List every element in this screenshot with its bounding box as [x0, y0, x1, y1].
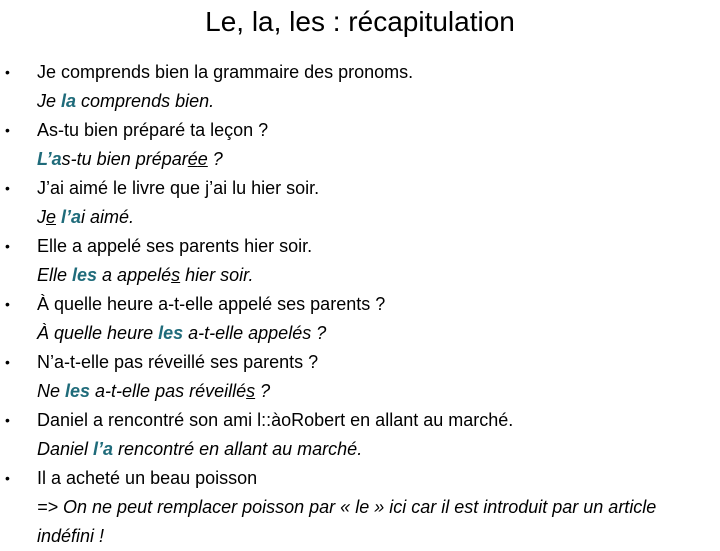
example-text: À quelle heure: [37, 323, 159, 343]
sentence: J’ai aimé le livre que j’ai lu hier soir.: [37, 178, 320, 198]
example: [37, 261, 720, 290]
underlined-letter: e: [46, 207, 57, 227]
example-text: comprends bien.: [76, 91, 215, 111]
agreement-ending: e: [197, 149, 208, 169]
sentence: Elle a appelé ses parents hier soir.: [37, 236, 313, 256]
example: [37, 435, 720, 464]
agreement-ending: s: [246, 381, 256, 401]
recap-list: [0, 58, 720, 551]
sentence: Je comprends bien la grammaire des pronoms.: [37, 62, 414, 82]
example-text: a appelé: [97, 265, 172, 285]
pronoun-highlight: l’a: [61, 207, 82, 227]
bullet-icon: •: [5, 122, 10, 138]
example-text: hier soir.: [180, 265, 254, 285]
list-item: [0, 406, 720, 464]
agreement-underline: é: [187, 149, 198, 169]
example-text: a-t-elle appelés ?: [183, 323, 327, 343]
example-text: Ne: [37, 381, 66, 401]
bullet-icon: •: [5, 180, 10, 196]
bullet-icon: •: [5, 296, 10, 312]
list-item: [0, 232, 720, 290]
list-item: [0, 290, 720, 348]
sentence: N’a-t-elle pas réveillé ses parents ?: [37, 352, 319, 372]
sentence: Daniel a rencontré son ami l::àoRobert en allant au marché.: [37, 410, 514, 430]
bullet-icon: •: [5, 238, 10, 254]
example-text: J: [37, 207, 46, 227]
example-text: ?: [207, 149, 223, 169]
list-item: [0, 174, 720, 232]
sentence: As-tu bien préparé ta leçon ?: [37, 120, 269, 140]
bullet-icon: •: [5, 64, 10, 80]
bullet-icon: •: [5, 412, 10, 428]
pronoun-highlight: la: [61, 91, 77, 111]
sentence: À quelle heure a-t-elle appelé ses parents ?: [37, 294, 386, 314]
example: [37, 319, 720, 348]
sentence: Il a acheté un beau poisson: [37, 468, 258, 488]
example-text: Je: [37, 91, 62, 111]
list-item: [0, 348, 720, 406]
pronoun-highlight: L’a: [37, 149, 62, 169]
example-text: Elle: [37, 265, 73, 285]
example-text: a-t-elle pas réveillé: [90, 381, 247, 401]
example-text: rencontré en allant au marché.: [113, 439, 363, 459]
bullet-icon: •: [5, 470, 10, 486]
example: [37, 203, 720, 232]
pronoun-highlight: les: [158, 323, 184, 343]
list-item: [0, 464, 720, 551]
example-text: s-tu bien prépar: [61, 149, 188, 169]
list-item: [0, 116, 720, 174]
example-text: ?: [255, 381, 271, 401]
example-text: i aimé.: [81, 207, 135, 227]
pronoun-highlight: les: [65, 381, 91, 401]
agreement-ending: s: [171, 265, 181, 285]
example: [37, 377, 720, 406]
list-item: [0, 58, 720, 116]
example-note: => On ne peut remplacer poisson par « le » ici car il est introduit par un article indéfini !: [37, 497, 657, 546]
example: [37, 87, 720, 116]
pronoun-highlight: l’a: [93, 439, 114, 459]
slide-title: Le, la, les : récapitulation: [205, 6, 515, 37]
example: [37, 145, 720, 174]
example-text: Daniel: [37, 439, 94, 459]
pronoun-highlight: les: [72, 265, 98, 285]
bullet-icon: •: [5, 354, 10, 370]
